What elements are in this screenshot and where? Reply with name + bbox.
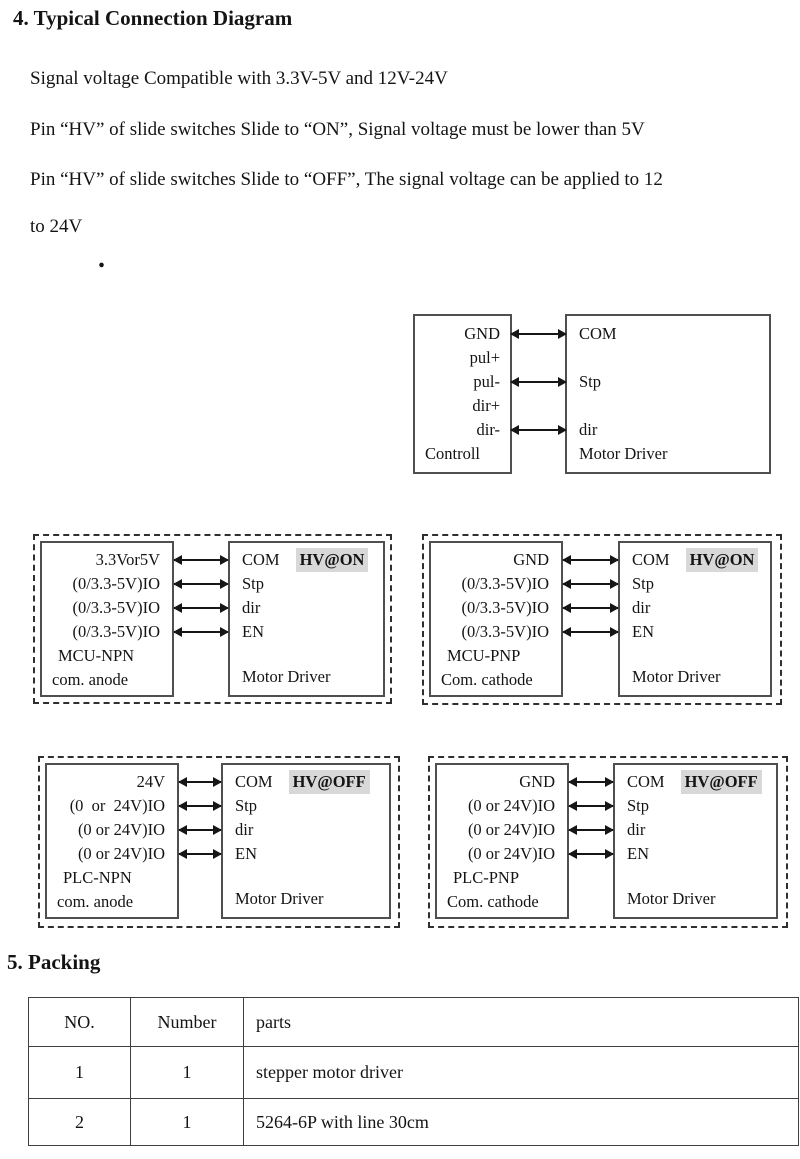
box-title: Motor Driver xyxy=(235,889,324,908)
pin-label: dir- xyxy=(476,420,500,439)
hv-badge: HV@ON xyxy=(686,548,759,572)
spacer-row xyxy=(567,346,769,370)
pin-row xyxy=(230,548,383,572)
pin-label: (0/3.3-5V)IO xyxy=(72,598,160,617)
hv-badge: HV@ON xyxy=(296,548,369,572)
pin-label: (0 or 24V)IO xyxy=(77,820,165,839)
table-header-row xyxy=(29,998,799,1047)
double-arrow-icon xyxy=(174,559,228,561)
double-arrow-icon xyxy=(569,853,613,855)
section-4-heading: 4. Typical Connection Diagram xyxy=(13,6,293,30)
pin-label: GND xyxy=(513,550,549,569)
double-arrow-icon xyxy=(563,631,618,633)
pin-label: COM xyxy=(242,550,280,569)
table-cell: 1 xyxy=(131,1047,244,1099)
pin-label: GND xyxy=(464,324,500,343)
pin-label: EN xyxy=(242,622,264,641)
table-cell: 1 xyxy=(131,1099,244,1146)
paragraph-line: Pin “HV” of slide switches Slide to “ON”, Signal voltage must be lower than 5V xyxy=(30,119,645,140)
diagram-mcu-pnp xyxy=(422,534,782,705)
table-cell: 5264-6P with line 30cm xyxy=(244,1099,799,1146)
mcu-box xyxy=(429,541,563,697)
double-arrow-icon xyxy=(174,631,228,633)
double-arrow-icon xyxy=(563,607,618,609)
box-title: Motor Driver xyxy=(579,444,668,463)
paragraph-line: to 24V xyxy=(30,216,83,237)
pin-label: (0 or 24V)IO xyxy=(69,796,165,815)
box-title: com. anode xyxy=(57,892,134,911)
pin-label: GND xyxy=(519,772,555,791)
pin-label: EN xyxy=(627,844,649,863)
box-title: PLC-NPN xyxy=(63,868,132,887)
table-header-parts: parts xyxy=(244,998,799,1047)
paragraph-line: Signal voltage Compatible with 3.3V-5V and 12V-24V xyxy=(30,68,448,89)
pin-row xyxy=(223,770,389,794)
packing-table xyxy=(28,997,799,1146)
double-arrow-icon xyxy=(511,333,566,335)
double-arrow-icon xyxy=(511,429,566,431)
double-arrow-icon xyxy=(569,781,613,783)
pin-label: (0/3.3-5V)IO xyxy=(461,574,549,593)
mcu-box xyxy=(40,541,174,697)
pin-label: Stp xyxy=(632,574,655,593)
double-arrow-icon xyxy=(179,853,221,855)
motor-driver-box xyxy=(228,541,385,697)
controller-motor-driver-diagram xyxy=(413,314,771,474)
pin-label: COM xyxy=(627,772,665,791)
box-title: Motor Driver xyxy=(632,667,721,686)
box-title: Com. cathode xyxy=(441,670,533,689)
pin-label: (0 or 24V)IO xyxy=(467,844,555,863)
box-title: Motor Driver xyxy=(242,667,331,686)
double-arrow-icon xyxy=(569,829,613,831)
pin-label: (0/3.3-5V)IO xyxy=(461,622,549,641)
pin-label: (0 or 24V)IO xyxy=(467,796,555,815)
pin-label: dir xyxy=(579,420,598,439)
double-arrow-icon xyxy=(569,805,613,807)
double-arrow-icon xyxy=(511,381,566,383)
diagram-plc-npn xyxy=(38,756,400,928)
motor-driver-box xyxy=(618,541,772,697)
table-cell: stepper motor driver xyxy=(244,1047,799,1099)
box-title: PLC-PNP xyxy=(453,868,520,887)
pin-label: (0/3.3-5V)IO xyxy=(72,622,160,641)
box-title: MCU-PNP xyxy=(447,646,521,665)
box-title: Controll xyxy=(425,444,481,463)
pin-label: Stp xyxy=(235,796,258,815)
motor-driver-box xyxy=(565,314,771,474)
table-cell: 2 xyxy=(29,1099,131,1146)
pin-label: dir xyxy=(235,820,254,839)
pin-label: COM xyxy=(235,772,273,791)
table-header-number: Number xyxy=(131,998,244,1047)
double-arrow-icon xyxy=(179,805,221,807)
paragraph-line: Pin “HV” of slide switches Slide to “OFF”, The signal voltage can be applied to 12 xyxy=(30,169,663,190)
stray-dot: . xyxy=(98,243,105,274)
pin-label: dir xyxy=(632,598,651,617)
motor-driver-box xyxy=(221,763,391,919)
pin-label: 24V xyxy=(136,772,165,791)
pin-label: EN xyxy=(235,844,257,863)
hv-badge: HV@OFF xyxy=(289,770,370,794)
double-arrow-icon xyxy=(179,781,221,783)
pin-label: COM xyxy=(579,324,617,343)
pin-label: dir xyxy=(627,820,646,839)
pin-label: Stp xyxy=(627,796,650,815)
pin-label: 3.3Vor5V xyxy=(95,550,160,569)
pin-label: COM xyxy=(632,550,670,569)
hv-badge: HV@OFF xyxy=(681,770,762,794)
double-arrow-icon xyxy=(563,559,618,561)
double-arrow-icon xyxy=(174,607,228,609)
plc-box xyxy=(45,763,179,919)
box-title: com. anode xyxy=(52,670,129,689)
double-arrow-icon xyxy=(174,583,228,585)
pin-row xyxy=(620,548,770,572)
table-row xyxy=(29,1047,799,1099)
pin-label: (0/3.3-5V)IO xyxy=(461,598,549,617)
pin-label: Stp xyxy=(579,372,602,391)
pin-label: EN xyxy=(632,622,654,641)
pin-label: pul- xyxy=(473,372,500,391)
box-title: MCU-NPN xyxy=(58,646,135,665)
pin-label: pul+ xyxy=(469,348,500,367)
table-cell: 1 xyxy=(29,1047,131,1099)
pin-label: (0/3.3-5V)IO xyxy=(72,574,160,593)
double-arrow-icon xyxy=(179,829,221,831)
pin-label: dir+ xyxy=(472,396,500,415)
plc-box xyxy=(435,763,569,919)
motor-driver-box xyxy=(613,763,778,919)
diagram-mcu-npn xyxy=(33,534,392,704)
double-arrow-icon xyxy=(563,583,618,585)
diagram-plc-pnp xyxy=(428,756,788,928)
pin-label: (0 or 24V)IO xyxy=(77,844,165,863)
pin-label: dir xyxy=(242,598,261,617)
pin-label: Stp xyxy=(242,574,265,593)
spacer-row xyxy=(567,394,769,418)
box-title: Com. cathode xyxy=(447,892,539,911)
box-title: Motor Driver xyxy=(627,889,716,908)
section-5-heading: 5. Packing xyxy=(7,950,101,974)
table-row xyxy=(29,1099,799,1146)
pin-label: (0 or 24V)IO xyxy=(467,820,555,839)
pin-row xyxy=(615,770,776,794)
table-header-no: NO. xyxy=(29,998,131,1047)
controller-box xyxy=(413,314,512,474)
